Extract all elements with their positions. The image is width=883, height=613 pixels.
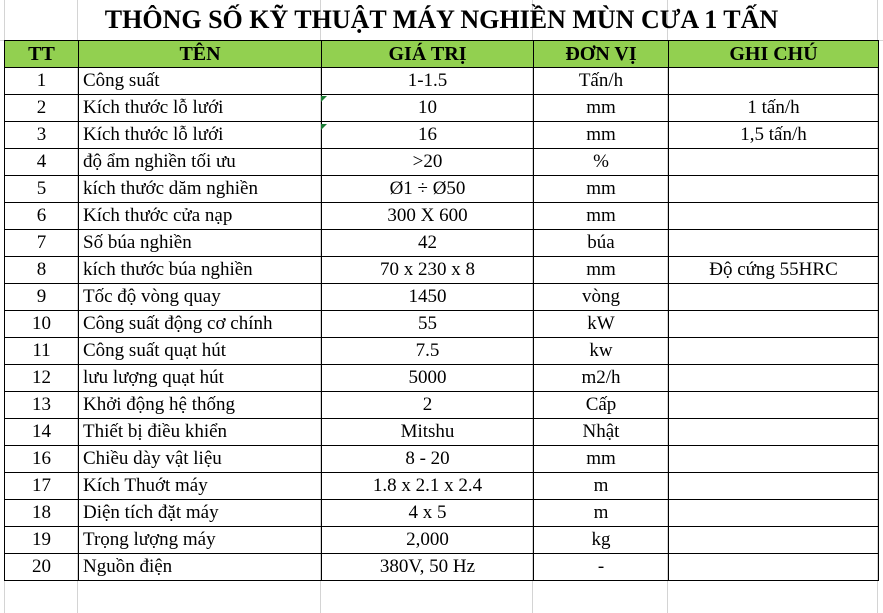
cell-tt[interactable]: 4 [5,149,79,176]
cell-name[interactable]: Trọng lượng máy [79,527,322,554]
cell-tt[interactable]: 3 [5,122,79,149]
cell-value[interactable]: 42 [322,230,534,257]
cell-note[interactable] [669,527,879,554]
table-row [5,176,879,203]
cell-note[interactable] [669,473,879,500]
table-row [5,68,879,95]
cell-value[interactable]: 55 [322,311,534,338]
header-unit[interactable]: ĐƠN VỊ [534,41,669,68]
cell-tt[interactable]: 16 [5,446,79,473]
cell-unit[interactable]: vòng [534,284,669,311]
cell-tt[interactable]: 13 [5,392,79,419]
cell-value[interactable]: 70 x 230 x 8 [322,257,534,284]
cell-value[interactable]: 8 - 20 [322,446,534,473]
table-row [5,338,879,365]
header-value[interactable]: GIÁ TRỊ [322,41,534,68]
cell-note[interactable]: Độ cứng 55HRC [669,257,879,284]
cell-name[interactable]: Chiều dày vật liệu [79,446,322,473]
cell-note[interactable] [669,446,879,473]
cell-value[interactable]: 16 [322,122,534,149]
table-row [5,419,879,446]
cell-name[interactable]: Kích Thuớt máy [79,473,322,500]
cell-name[interactable]: độ ẩm nghiền tối ưu [79,149,322,176]
cell-unit[interactable]: kg [534,527,669,554]
cell-unit[interactable]: Cấp [534,392,669,419]
cell-value[interactable]: >20 [322,149,534,176]
table-row [5,311,879,338]
cell-unit[interactable]: mm [534,176,669,203]
cell-note[interactable] [669,500,879,527]
table-row [5,203,879,230]
comment-marker [321,96,327,102]
cell-unit[interactable]: mm [534,446,669,473]
cell-note[interactable] [669,419,879,446]
cell-value[interactable]: 10 [322,95,534,122]
cell-value[interactable]: 300 X 600 [322,203,534,230]
cell-unit[interactable]: mm [534,122,669,149]
cell-name[interactable]: Số búa nghiền [79,230,322,257]
cell-name[interactable]: Công suất quạt hút [79,338,322,365]
cell-value[interactable]: 1-1.5 [322,68,534,95]
table-row [5,122,879,149]
cell-tt[interactable]: 8 [5,257,79,284]
cell-name[interactable]: Kích thước lỗ lưới [79,95,322,122]
cell-unit[interactable]: Nhật [534,419,669,446]
cell-note[interactable] [669,149,879,176]
cell-value[interactable]: 2,000 [322,527,534,554]
table-row [5,527,879,554]
cell-value[interactable]: 7.5 [322,338,534,365]
cell-tt[interactable]: 18 [5,500,79,527]
cell-note[interactable] [669,392,879,419]
cell-note[interactable]: 1,5 tấn/h [669,122,879,149]
cell-note[interactable] [669,338,879,365]
cell-note[interactable] [669,311,879,338]
cell-name[interactable]: Khởi động hệ thống [79,392,322,419]
table-row [5,230,879,257]
table-row [5,284,879,311]
cell-note[interactable] [669,365,879,392]
cell-unit[interactable]: mm [534,95,669,122]
cell-unit[interactable]: kW [534,311,669,338]
cell-unit[interactable]: búa [534,230,669,257]
cell-tt[interactable]: 7 [5,230,79,257]
cell-tt[interactable]: 20 [5,554,79,581]
cell-name[interactable]: kích thước dăm nghiền [79,176,322,203]
sheet-title: THÔNG SỐ KỸ THUẬT MÁY NGHIỀN MÙN CƯA 1 TẤN [104,5,779,34]
cell-unit[interactable]: - [534,554,669,581]
header-note[interactable]: GHI CHÚ [669,41,879,68]
spec-table [4,40,879,581]
cell-name[interactable]: kích thước búa nghiền [79,257,322,284]
cell-tt[interactable]: 17 [5,473,79,500]
cell-value[interactable]: Mitshu [322,419,534,446]
cell-unit[interactable]: % [534,149,669,176]
cell-name[interactable]: Kích thước lỗ lưới [79,122,322,149]
comment-marker [321,124,327,130]
cell-tt[interactable]: 9 [5,284,79,311]
header-row [5,41,879,68]
cell-note[interactable] [669,284,879,311]
cell-tt[interactable]: 19 [5,527,79,554]
cell-tt[interactable]: 5 [5,176,79,203]
cell-value[interactable]: 5000 [322,365,534,392]
cell-value[interactable]: 380V, 50 Hz [322,554,534,581]
cell-unit[interactable]: Tấn/h [534,68,669,95]
cell-unit[interactable]: mm [534,203,669,230]
cell-name[interactable]: Công suất [79,68,322,95]
table-row [5,554,879,581]
cell-tt[interactable]: 11 [5,338,79,365]
cell-value[interactable]: 2 [322,392,534,419]
header-name[interactable]: TÊN [79,41,322,68]
table-row [5,149,879,176]
table-row [5,95,879,122]
cell-tt[interactable]: 1 [5,68,79,95]
cell-name[interactable]: Diện tích đặt máy [79,500,322,527]
cell-note[interactable]: 1 tấn/h [669,95,879,122]
cell-unit[interactable]: m [534,473,669,500]
cell-tt[interactable]: 14 [5,419,79,446]
cell-tt[interactable]: 2 [5,95,79,122]
table-row [5,446,879,473]
cell-note[interactable] [669,230,879,257]
cell-tt[interactable]: 12 [5,365,79,392]
cell-unit[interactable]: mm [534,257,669,284]
cell-name[interactable]: Nguồn điện [79,554,322,581]
table-row [5,500,879,527]
cell-unit[interactable]: m [534,500,669,527]
table-row [5,392,879,419]
cell-name[interactable]: Công suất động cơ chính [79,311,322,338]
cell-name[interactable]: Kích thước cửa nạp [79,203,322,230]
cell-value[interactable]: 4 x 5 [322,500,534,527]
cell-name[interactable]: Tốc độ vòng quay [79,284,322,311]
cell-value[interactable]: 1450 [322,284,534,311]
cell-note[interactable] [669,554,879,581]
cell-note[interactable] [669,203,879,230]
cell-name[interactable]: Thiết bị điều khiển [79,419,322,446]
cell-note[interactable] [669,68,879,95]
cell-unit[interactable]: m2/h [534,365,669,392]
cell-value[interactable]: 1.8 x 2.1 x 2.4 [322,473,534,500]
cell-tt[interactable]: 6 [5,203,79,230]
table-row [5,473,879,500]
table-row [5,365,879,392]
cell-tt[interactable]: 10 [5,311,79,338]
header-tt[interactable]: TT [5,41,79,68]
table-row [5,257,879,284]
cell-name[interactable]: lưu lượng quạt hút [79,365,322,392]
cell-value[interactable]: Ø1 ÷ Ø50 [322,176,534,203]
cell-note[interactable] [669,176,879,203]
cell-unit[interactable]: kw [534,338,669,365]
